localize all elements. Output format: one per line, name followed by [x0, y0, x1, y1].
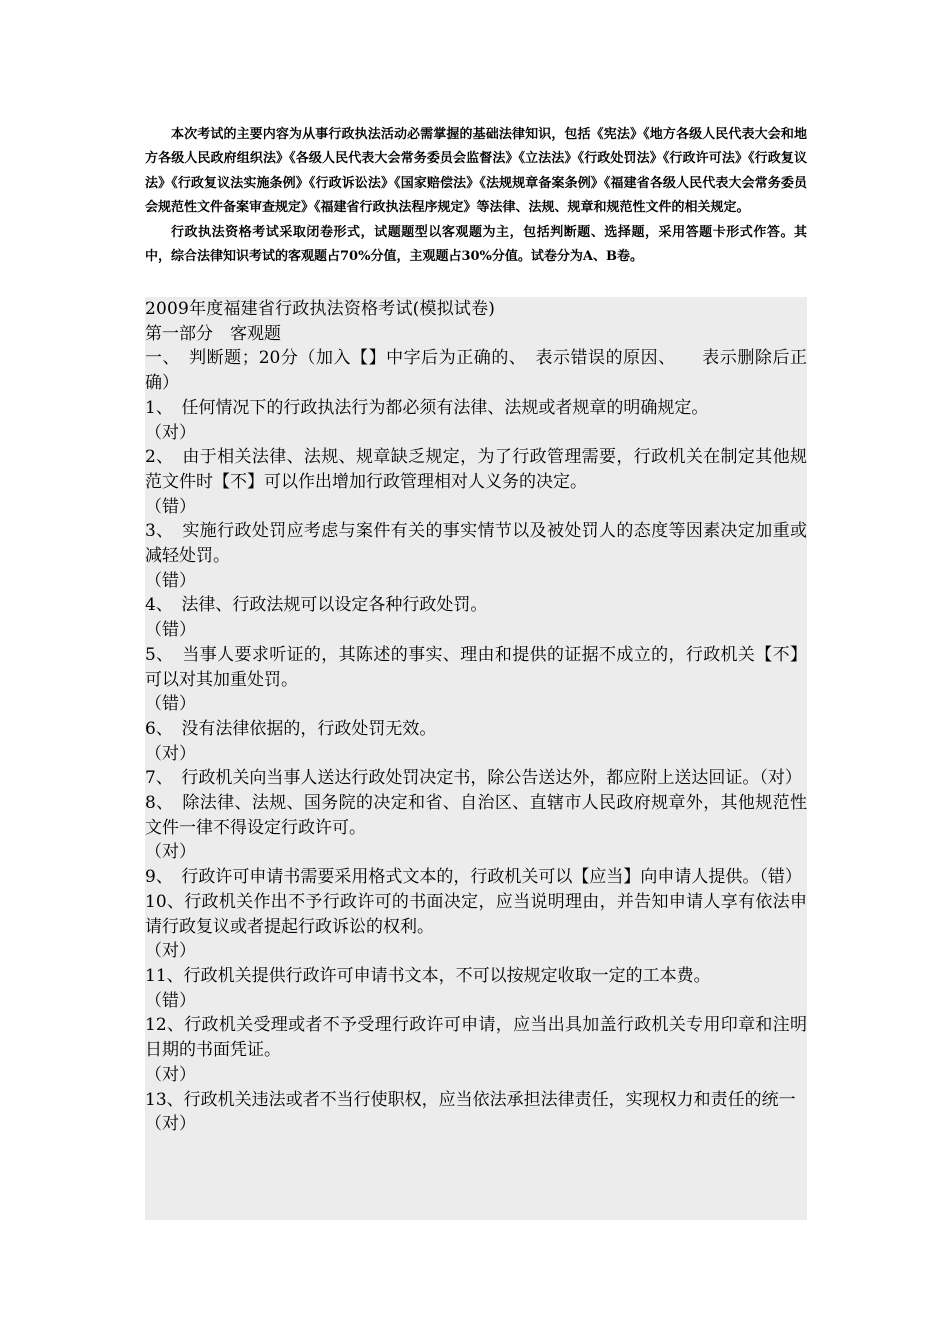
question-number: 6、: [145, 718, 182, 739]
question-item: [145, 643, 807, 717]
question-text: 行政机关提供行政许可申请书文本，不可以按规定收取一定的工本费。: [183, 965, 711, 986]
question-item: [145, 717, 807, 766]
question-number: 10、: [145, 891, 185, 912]
question-item: [145, 766, 807, 791]
question-item: [145, 519, 807, 593]
question-text: 法律、行政法规可以设定各种行政处罚。: [181, 595, 488, 616]
question-text: 实施行政处罚应考虑与案件有关的事实情节以及被处罚人的态度等因素决定加重或减轻处罚。: [145, 521, 807, 567]
question-number: 5、: [145, 644, 183, 665]
question-answer: （对）: [145, 842, 196, 863]
question-text: 行政许可申请书需要采用格式文本的，行政机关可以【应当】向申请人提供。（错）: [181, 867, 802, 888]
question-text: 除法律、法规、国务院的决定和省、自治区、直辖市人民政府规章外，其他规范性文件一律不得设定行政许可。: [145, 793, 807, 838]
question-text: 由于相关法律、法规、规章缺乏规定，为了行政管理需要，行政机关在制定其他规范文件时【不】可以作出增加行政管理相对人义务的决定。: [145, 447, 807, 492]
question-text: 行政机关作出不予行政许可的书面决定，应当说明理由，并告知申请人享有依法申请行政复议或者提起行政诉讼的权利。: [145, 891, 807, 937]
question-item: [145, 1013, 807, 1087]
question-answer: （对）: [145, 1114, 196, 1135]
intro-paragraph-format: 行政执法资格考试采取闭卷形式，试题题型以客观题为主，包括判断题、选择题，采用答题卡形式作答。其中，综合法律知识考试的客观题占70%分值，主观题占30%分值。试卷分为A、B卷。: [145, 224, 807, 265]
question-number: 13、: [145, 1089, 184, 1110]
intro-paragraph-content: 本次考试的主要内容为从事行政执法活动必需掌握的基础法律知识，包括《宪法》《地方各级人民代表大会和地方各级人民政府组织法》《各级人民代表大会常务委员会监督法》《立法法》《行政处罚法》《行政许可法》《行政复议法》《行政复议法实施条例》《行政诉讼法》《国家赔偿法》《法规规章备案条例》《福建省各级人民代表大会常务委员会规范性文件备案审查规定》《福建省行政执法程序规定》等法律、法规、规章和规范性文件的相关规定。: [145, 127, 807, 216]
question-item: [145, 396, 807, 445]
question-text: 任何情况下的行政执法行为都必须有法律、法规或者规章的明确规定。: [181, 397, 709, 418]
question-text: 行政机关受理或者不予受理行政许可申请，应当出具加盖行政机关专用印章和注明日期的书面凭证。: [145, 1015, 807, 1061]
question-answer: （错）: [145, 496, 196, 517]
question-answer: （对）: [145, 422, 196, 443]
section-heading: 一、 判断题；20分（加入【】中字后为正确的、 表示错误的原因、 表示删除后正确）: [145, 348, 807, 394]
question-item: [145, 890, 807, 964]
question-number: 2、: [145, 447, 183, 468]
exam-title: 2009年度福建省行政执法资格考试(模拟试卷): [145, 299, 496, 319]
question-answer: （对）: [145, 941, 196, 962]
question-number: 12、: [145, 1015, 185, 1036]
question-text: 当事人要求听证的，其陈述的事实、理由和提供的证据不成立的，行政机关【不】可以对其加重处罚。: [145, 644, 807, 690]
question-text: 行政机关违法或者不当行使职权，应当依法承担法律责任，实现权力和责任的统一: [183, 1089, 796, 1110]
question-text: 行政机关向当事人送达行政处罚决定书，除公告送达外，都应附上送达回证。（对）: [181, 768, 802, 789]
question-item: [145, 791, 807, 865]
question-item: [145, 593, 807, 642]
question-number: 1、: [145, 397, 182, 418]
question-number: 8、: [145, 793, 183, 814]
question-answer: （对）: [145, 1064, 196, 1085]
question-answer: （对）: [145, 743, 196, 764]
question-item: [145, 445, 807, 519]
question-number: 4、: [145, 595, 182, 616]
question-answer: （错）: [145, 694, 196, 715]
question-item: [145, 865, 807, 890]
question-number: 7、: [145, 768, 182, 789]
question-item: [145, 964, 807, 1013]
question-answer: （错）: [145, 570, 196, 591]
part-heading: 第一部分 客观题: [145, 323, 281, 344]
question-number: 3、: [145, 521, 183, 542]
question-answer: （错）: [145, 620, 196, 641]
question-answer: （错）: [145, 990, 196, 1011]
question-number: 9、: [145, 867, 182, 888]
exam-introduction: [145, 123, 807, 269]
question-item: [145, 1088, 807, 1137]
mock-exam-section: [145, 297, 807, 1220]
question-text: 没有法律依据的，行政处罚无效。: [181, 718, 437, 739]
question-number: 11、: [145, 965, 184, 986]
